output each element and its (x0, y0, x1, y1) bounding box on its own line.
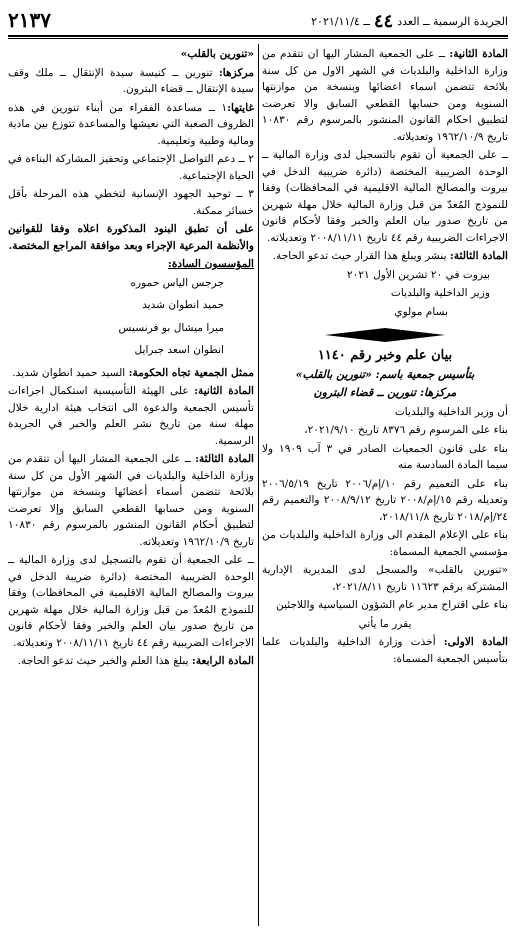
purpose-paragraph: غايتها:١ ــ مساعدة الفقراء من أبناء تنورين في هذه الظروف الصعبة التي نعيشها والمساعدة تتوزع بين مادية ومالية وطبية وتعليمية. (8, 101, 254, 147)
purpose-item: ٣ ــ توحيد الجهود الإنسانية لتخطي هذه المرحلة بأقل خسائر ممكنة. (8, 188, 254, 217)
article-label: المادة الثالثة: (449, 250, 508, 262)
founder-name: ميرا ميشال بو فرنسيس (118, 321, 224, 334)
article-3-paragraph: المادة الثالثة: ــ على الجمعية المشار اليها أن تتقدم من وزارة الداخلية والبلديات في الشهر الأول من كل سنة بلائحة تتضمن أسماء أعضائها وبنسخة من موازنتها السنوية ومن حسابها القطعي السابق وإلا تعرضت لتطبيق أحكام القانون المنشور بالمرسوم رقم ١٠٨٣٠ تاريخ ١٩٦٢/١٠/٩ وتعديلاته. (8, 453, 254, 548)
article-2-paragraph: المادة الثانية: على الهيئة التأسيسية استكمال اجراءات تأسيس الجمعية والدعوة الى انتخاب هيئة ادارية خلال مهلة سنة من تاريخ نشر العلم والخبر في الجريدة الرسمية. (8, 385, 254, 447)
decision-heading: يقرر ما يأتي (358, 617, 412, 630)
recital: بناء على المرسوم رقم ٨٣٧٦ تاريخ ٢٠٢١/٩/١٠، (304, 424, 508, 436)
association-name: «تنورين بالقلب» (180, 48, 254, 60)
recital: بناء على الإعلام المقدم الى وزارة الداخلية والبلديات من مؤسسي الجمعية المسماة: (262, 529, 508, 558)
header-rule-thin (8, 38, 508, 39)
purpose-item: ٢ ــ دعم التواصل الإجتماعي وتحفيز المشاركة البناءة في الحياة الإجتماعية. (8, 153, 254, 182)
article-4-paragraph: المادة الرابعة: يبلغ هذا العلم والخبر حيث تدعو الحاجة. (17, 655, 254, 667)
gazette-date: ــ ٢٠٢١/١١/٤ (311, 15, 370, 28)
notice-subtitle: بتأسيس جمعية باسم: «تنورين بالقلب» (295, 367, 475, 381)
founder-name: حميد انطوان شديد (142, 299, 224, 311)
page-header (8, 8, 508, 32)
gazette-title (311, 11, 508, 32)
page-number: ٢١٣٧ (8, 8, 51, 32)
representative-paragraph: ممثل الجمعية تجاه الحكومة: السيد حميد انطوان شديد. (12, 366, 254, 379)
founders-heading: المؤسسون السادة: (167, 258, 254, 270)
article-2-paragraph: المادة الثانية: ــ على الجمعية المشار اليها ان تتقدم من وزارة الداخلية والبلديات في الشهر الاول من كل سنة بلائحة تتضمن اسماء اعضائها وبنسخة من موازنتها السنوية ومن حسابها القطعي السابق والا تعرضت لتطبيق احكام القانون المنشور بالمرسوم رقم ١٠٨٣٠ تاريخ ١٩٦٢/١٠/٩ وتعديلاته. (262, 48, 508, 143)
headquarters-paragraph: مركزها: تنورين ــ كنيسة سيدة الإنتقال ــ ملك وقف سيدة الإنتقال ــ قضاء البترون. (8, 66, 255, 95)
signature-date: بيروت في ٢٠ تشرين الأول ٢٠٢١ (346, 268, 490, 281)
recital: بناء على قانون الجمعيات الصادر في ٣ آب ١٩٠٩ ولا سيما المادة السادسة منه (262, 442, 508, 471)
tax-registration-paragraph: ــ على الجمعية أن تقوم بالتسجيل لدى وزارة المالية ــ الوحدة الضريبية المختصة (دائرة ضريبية الدخل في بيروت والمصالح المالية الاقليمية في المحافظات) وفقا للنموذج المُعدّ من قبل وزارة المالية خلال مهلة شهرين من تاريخ صدور بيان العلم والخبر وفقا لأحكام قانون الاجراءات الضريبية رقم ٤٤ تاريخ ٢٠٠٨/١١/١١ وتعديلاته. (262, 149, 508, 244)
column-divider (258, 44, 259, 926)
header-rule (8, 35, 508, 37)
article-label: المادة الاولى: (443, 636, 508, 648)
gazette-name: الجريدة الرسمية ــ العدد (397, 15, 508, 28)
article-label: المادة الثانية: (449, 48, 508, 60)
notice-location: مركزها: تنورين ــ قضاء البترون (313, 386, 457, 399)
signature-name: بسام مولوي (394, 305, 448, 318)
notice-title: بيان علم وخبر رقم ١١٤٠ (317, 348, 453, 363)
recital: بناء على التعميم رقم ١٠/إم/٢٠٠٦ تاريخ ٢٠٠٦/٥/١٩ وتعديله رقم ١٥/إم/٢٠٠٨ تاريخ ٢٠٠٨/٩/١٢ والتعميم رقم ٢٤/إم/٢٠١٨ تاريخ ٢٠١٨/١١/٨، (262, 477, 508, 523)
preamble: أن وزير الداخلية والبلديات (394, 405, 508, 418)
founder-name: جرجس الياس حموره (130, 276, 224, 289)
issue-number: ٤٤ (373, 11, 394, 32)
recital: «تنورين بالقلب» والمسجل لدى المديرية الإدارية المشتركة برقم ١١٦٢٣ تاريخ ٢٠٢١/٨/١١، (262, 564, 508, 593)
signature-title: وزير الداخلية والبلديات (390, 287, 490, 299)
right-column (262, 46, 508, 669)
left-column (8, 46, 254, 672)
recital: بناء على اقتراح مدير عام الشؤون السياسية واللاجئين (276, 599, 508, 611)
section-separator-icon (262, 328, 508, 342)
compliance-note: على أن تطبق البنود المذكورة اعلاه وفقا للقوانين والأنظمة المرعية الإجراء وبعد موافقة المراجع المختصة. (8, 223, 254, 252)
article-1-paragraph: المادة الاولى: أخذت وزارة الداخلية والبلديات علما بتأسيس الجمعية المسماة: (262, 636, 508, 665)
founder-name: انطوان اسعد جبرايل (134, 344, 224, 356)
tax-registration-paragraph: ــ على الجمعية أن تقوم بالتسجيل لدى وزارة المالية ــ الوحدة الضريبية المختصة (دائرة ضريبة الدخل في بيروت والمصالح المالية الاقليمية في المحافظات) وفقا للنموذج المُعدّ من قبل وزارة المالية خلال مهلة شهرين من تاريخ صدور بيان العلم والخبر وفقا لأحكام قانون الاجراءات الضريبية رقم ٤٤ تاريخ ٢٠٠٨/١١/١١ وتعديلاته. (8, 554, 254, 649)
article-3-paragraph: المادة الثالثة: ينشر ويبلغ هذا القرار حيث تدعو الحاجة. (272, 250, 508, 262)
